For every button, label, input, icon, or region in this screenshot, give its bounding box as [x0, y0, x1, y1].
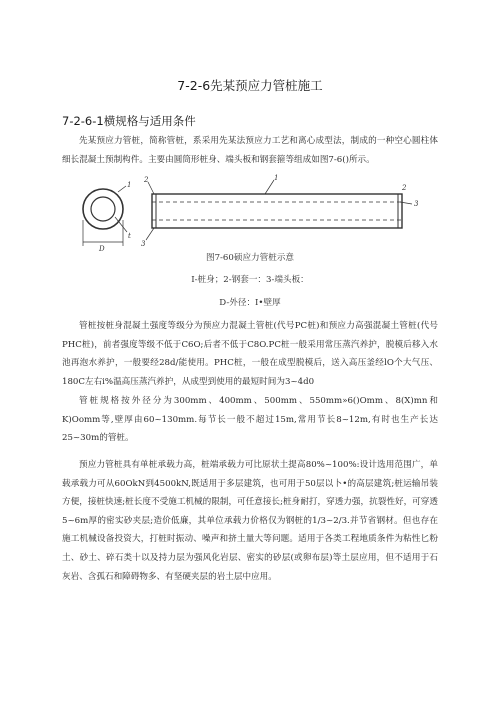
label-1-right: 1 [274, 174, 279, 182]
pipe-pile-figure [80, 172, 440, 258]
label-2-left: 2 [144, 176, 149, 184]
section-heading: 7-2-6-1横规格与适用条件 [62, 114, 196, 128]
figure-note: D-外径：I•壁厚 [219, 298, 281, 308]
pile-cross-section [83, 189, 123, 229]
figure-caption: 图7-60硕应力管桩示意 [205, 253, 295, 263]
label-3-bottom: 3 [141, 240, 146, 248]
label-2-right: 2 [402, 184, 407, 192]
paragraph: 先某预应力管桩，简称管桩，系采用先某法预应力工艺和离心成型法，制成的一种空心圆柱体细长混凝土预制构件。主要由圆筒形桩身、端头板和钢套箍等组成如图7-6()所示。 [62, 136, 438, 165]
paragraph: 管桩规格按外径分为300mm、400mm、500mm、550mm»6()Omm、8(X)mn和K)Oomm等,壁厚由60~130mm.每节长一般不超过15m,常用节长8~12m,有时也生产长达25~30m的管桩。 [62, 396, 438, 444]
pile-side-view [152, 194, 402, 228]
paragraph: 预应力管桩具有单桩承载力高，桩端承载力可比原状土提高80%~100%:设计选用范围广，单载承载力可从60OkN到4500kN,既适用于多层建筑，也可用于50层以卜•的高层建筑;桩运输吊装方便，接桩快速;桩长度不受施工机械的限制，可任意接长;桩身耐打，穿透力强，抗裂性好，可穿透5~6m厚的密实砂夹层;造价低廉，其单位承载力价格仅为钢桩的1/3~2/3.并节省钢材。但也存在施工机械设备投资大，打桩时振动、噪声和挤土量大等问题。适用于各类工程地质条件为粘性匕粉土、砂土、碎石类十以及持力层为强风化岩层、密实的砂层(或卵布层)等土层应用，但不适用于石灰岩、含孤石和障碍物多、有坚硬夹层的岩土层中应用。 [62, 460, 438, 582]
figure-legend: I-桩身；2-钢套一：3-端头板： [191, 275, 309, 285]
paragraph: 管桩按桩身混凝土强度等级分为预应力混凝土管桩(代号PC桩)和预应力高强混凝土管桩(代号PHC桩)，前者强度等级不低于C6O;后者不低于C8O.PC桩一般采用常压蒸汽养护，脱模后移入水池再泡水养护，一般要经28d/能使用。PHC桩，一般在成型脱模后，送入高压釜经lO个大气压、180C左右i%温高压蒸汽养护，从成型到使用的最短时间为3~4d0 [62, 321, 438, 387]
label-t: t [128, 232, 131, 240]
label-D: D [99, 245, 105, 253]
label-3-right: 3 [414, 200, 419, 208]
page-title: 7-2-6先某预应力管桩施工 [177, 78, 323, 93]
label-1-left: 1 [127, 181, 132, 189]
